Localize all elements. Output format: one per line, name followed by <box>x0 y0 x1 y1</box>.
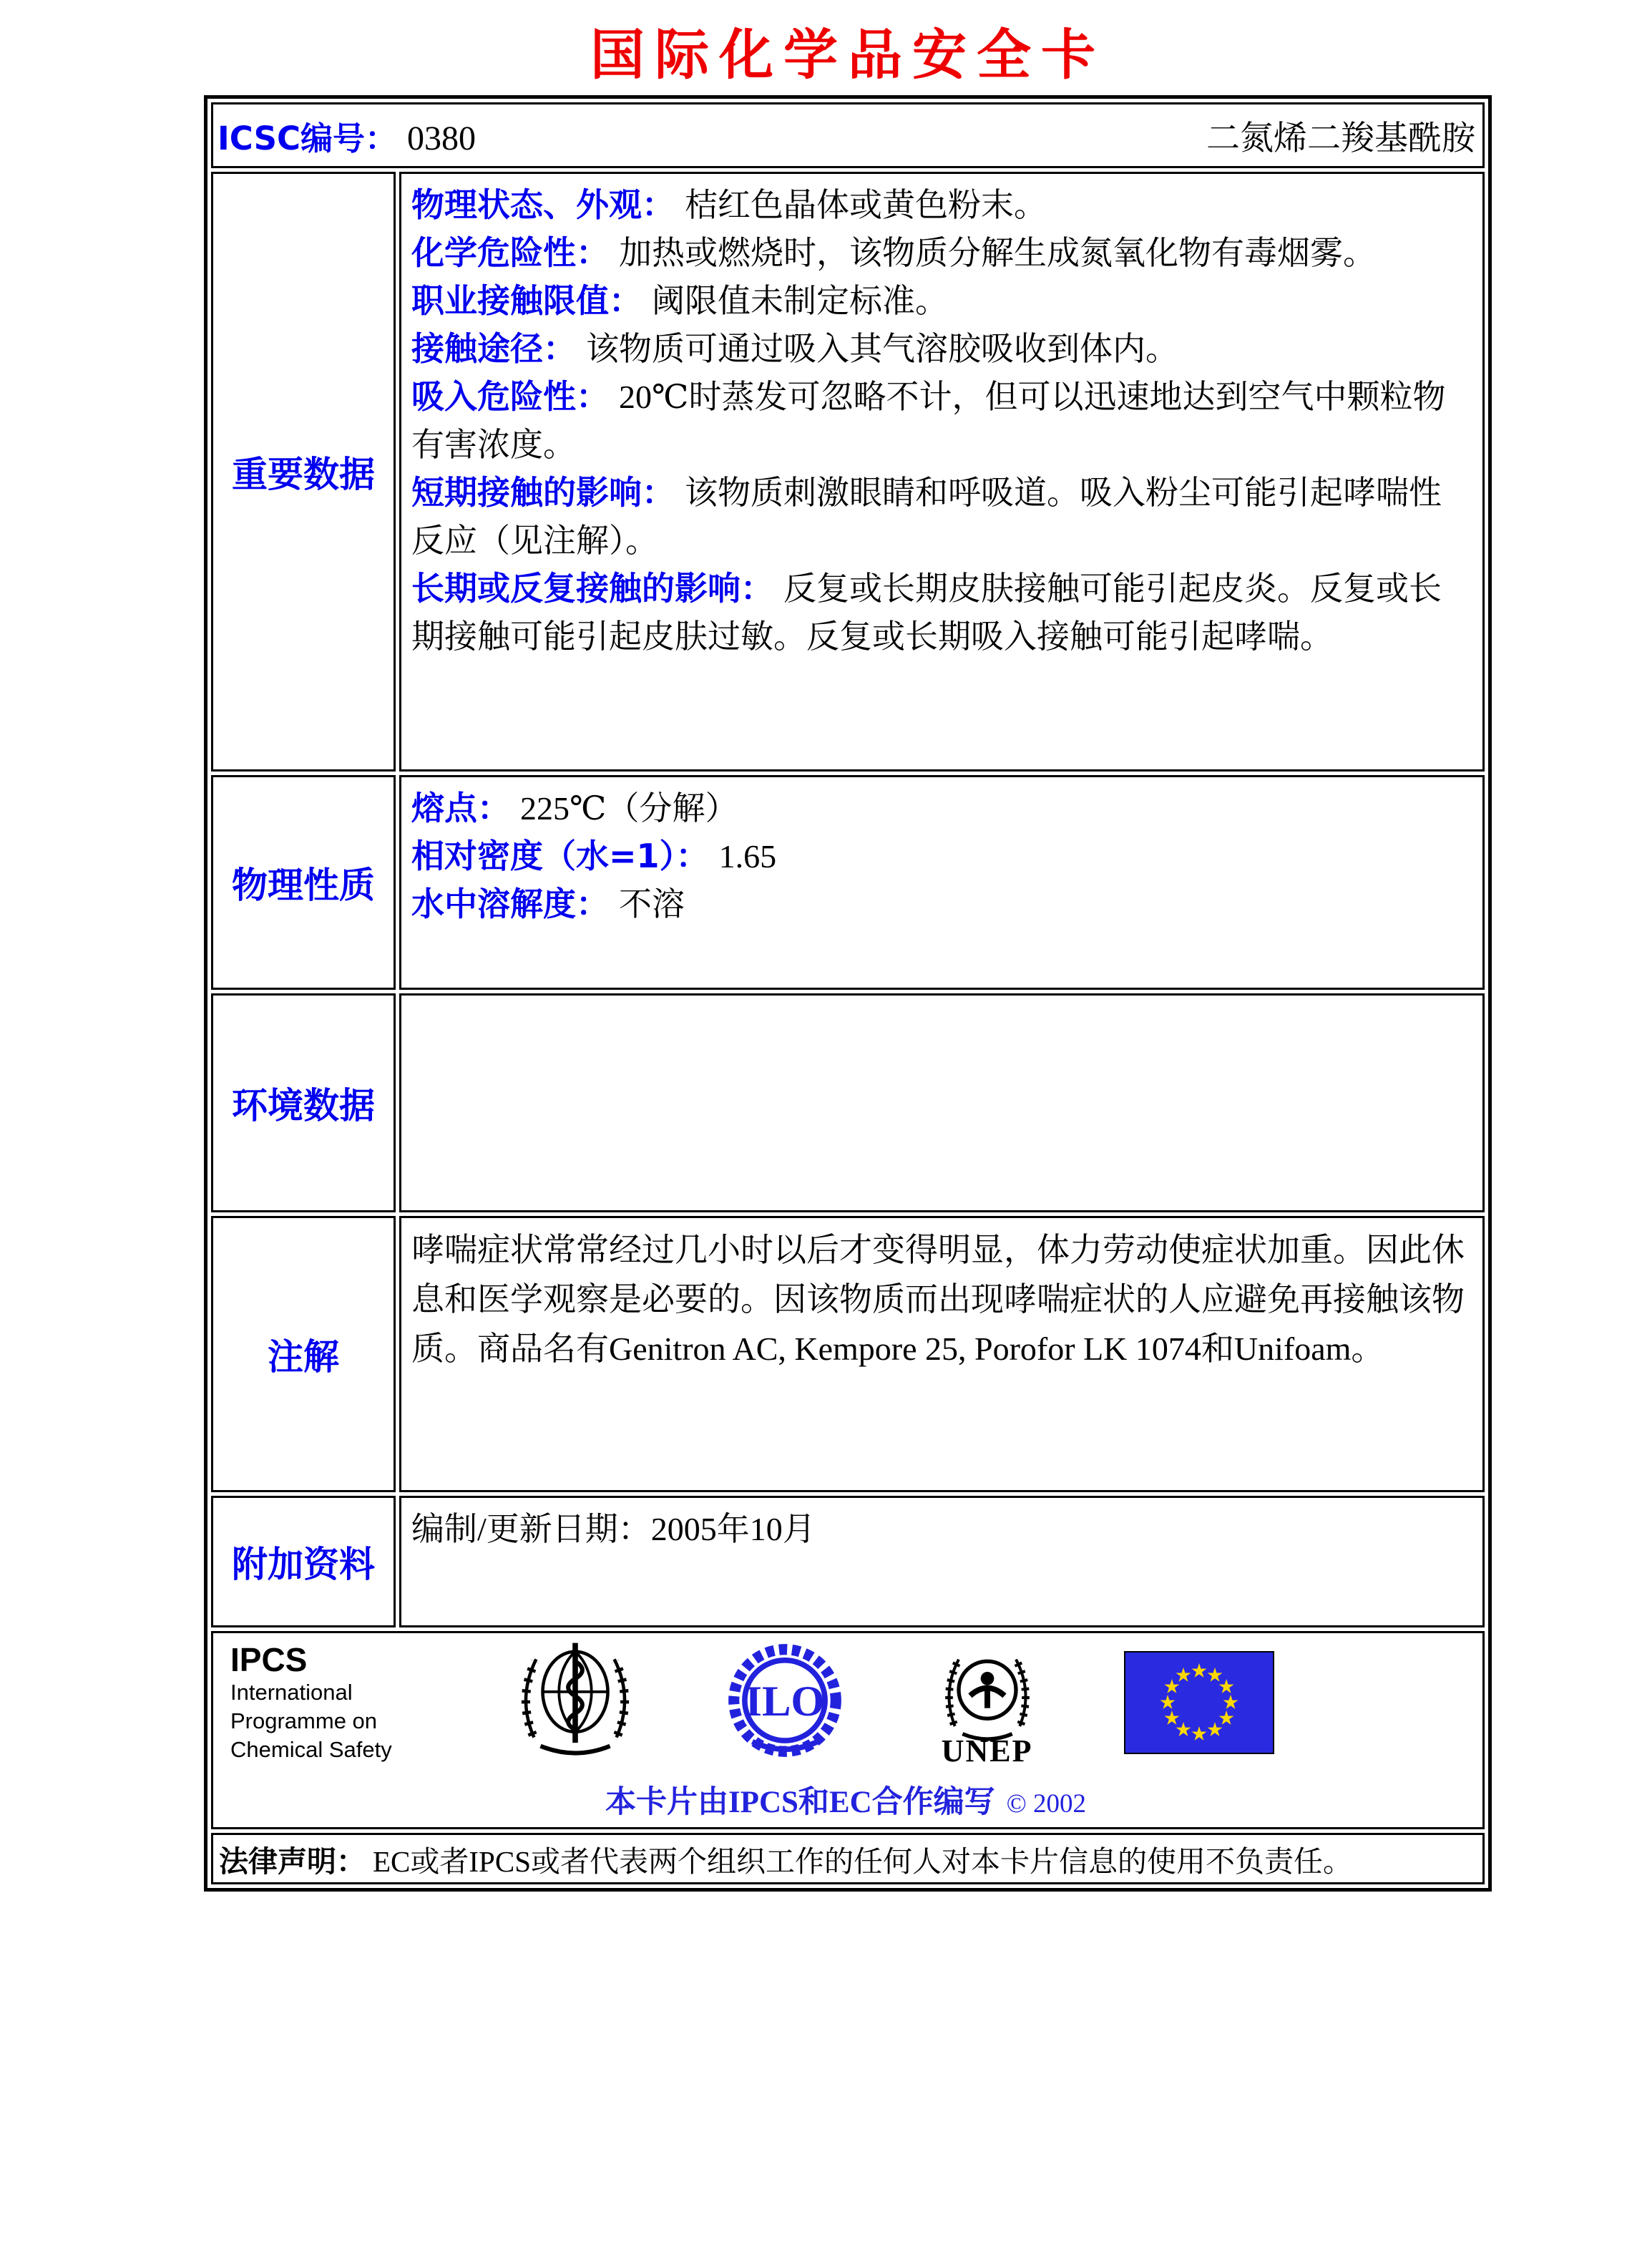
icsc-number-group <box>218 112 476 159</box>
field-short-term-effect <box>411 469 1471 565</box>
field-value: 2005年10月 <box>650 1511 816 1547</box>
unep-logo <box>930 1638 1045 1767</box>
who-logo <box>510 1637 640 1768</box>
field-label: 化学危险性： <box>411 233 609 272</box>
field-label: 吸入危险性： <box>411 377 609 416</box>
icsc-number-value: 0380 <box>407 119 477 157</box>
field-value: 该物质刺激眼睛和呼吸道。吸入粉尘可能引起哮喘性反应（见注解）。 <box>411 474 1442 559</box>
notes-content-cell <box>399 1216 1485 1492</box>
legal-text: EC或者IPCS或者代表两个组织工作的任何人对本卡片信息的使用不负责任。 <box>373 1844 1352 1878</box>
field-value: 桔红色晶体或黄色粉末。 <box>685 187 1047 223</box>
who-icon <box>510 1637 640 1768</box>
field-update-date <box>411 1505 1471 1553</box>
icsc-card-table <box>204 95 1492 1892</box>
eu-flag <box>1124 1651 1274 1754</box>
chemical-name: 二氮烯二羧基酰胺 <box>1206 120 1475 157</box>
logos-row <box>211 1631 1485 1829</box>
field-label: 短期接触的影响： <box>411 473 675 512</box>
field-inhalation-risk <box>411 373 1471 469</box>
ilo-text: ILO <box>745 1678 825 1726</box>
notes-side-label: 注解 <box>268 1336 339 1378</box>
notes-row <box>211 1216 1485 1492</box>
additional-info-side-cell <box>211 1496 396 1627</box>
field-value: 20℃时蒸发可忽略不计，但可以迅速地达到空气中颗粒物有害浓度。 <box>411 379 1446 463</box>
logos-cell <box>211 1631 1485 1829</box>
logos-flex <box>230 1637 1461 1768</box>
cooperation-caption: 本卡片由IPCS和EC合作编写 <box>605 1786 995 1819</box>
unep-text: UNEP <box>941 1733 1033 1768</box>
field-water-solubility <box>411 880 1471 928</box>
legal-row <box>211 1833 1485 1884</box>
field-chemical-danger <box>411 229 1471 277</box>
physical-properties-row <box>211 775 1485 990</box>
field-label: 接触途径： <box>411 329 576 368</box>
additional-info-row <box>211 1496 1485 1627</box>
header-cell <box>211 102 1485 168</box>
additional-info-side-label: 附加资料 <box>232 1544 375 1585</box>
header-row <box>211 102 1485 168</box>
field-value: 该物质可通过吸入其气溶胶吸收到体内。 <box>586 331 1178 367</box>
important-data-side-label: 重要数据 <box>232 454 375 495</box>
field-relative-density <box>411 832 1471 880</box>
ipcs-line-3: Chemical Safety <box>230 1737 392 1762</box>
eu-flag-icon <box>1124 1651 1274 1754</box>
field-exposure-route <box>411 325 1471 373</box>
field-value: 加热或燃烧时，该物质分解生成氮氧化物有毒烟雾。 <box>619 235 1376 271</box>
important-data-content-cell <box>399 172 1485 772</box>
legal-line <box>219 1838 1475 1880</box>
caption-row <box>230 1778 1461 1821</box>
field-value: 阈限值未制定标准。 <box>652 283 948 319</box>
field-melting-point <box>411 784 1471 832</box>
field-label: 职业接触限值： <box>411 281 642 320</box>
field-label: 物理状态、外观： <box>411 185 675 224</box>
field-physical-state <box>411 181 1471 229</box>
additional-info-content-cell <box>399 1496 1485 1627</box>
field-value: 反复或长期皮肤接触可能引起皮炎。反复或长期接触可能引起皮肤过敏。反复或长期吸入接触可能引起哮喘。 <box>411 570 1442 655</box>
ipcs-line-1: International <box>230 1680 353 1705</box>
icsc-number-label: ICSC编号： <box>218 119 398 157</box>
field-label: 长期或反复接触的影响： <box>411 569 773 608</box>
field-label: 编制/更新日期： <box>411 1511 651 1547</box>
field-value: 1.65 <box>718 838 777 875</box>
physical-properties-side-label: 物理性质 <box>232 865 375 906</box>
ipcs-text-block <box>230 1641 431 1764</box>
ilo-icon <box>720 1637 850 1768</box>
notes-paragraph: 哮喘症状常常经过几小时以后才变得明显，体力劳动使症状加重。因此休息和医学观察是必要的。因该物质而出现哮喘症状的人应避免再接触该物质。商品名有Genitron AC, Kempore 25, Porofor LK 1074和Unifoam。 <box>411 1232 1465 1367</box>
unep-icon <box>930 1638 1045 1746</box>
field-label: 熔点： <box>411 789 510 827</box>
ipcs-acronym: IPCS <box>230 1641 308 1678</box>
field-label: 相对密度（水=1）： <box>411 837 709 875</box>
important-data-side-cell <box>211 172 396 772</box>
header-flex <box>218 112 1475 160</box>
field-value: 不溶 <box>619 886 685 923</box>
environmental-data-content-cell <box>399 993 1485 1212</box>
notes-side-cell <box>211 1216 396 1492</box>
environmental-data-side-cell <box>211 993 396 1212</box>
environmental-data-side-label: 环境数据 <box>232 1085 375 1126</box>
physical-properties-side-cell <box>211 775 396 990</box>
field-occupational-limit <box>411 277 1471 325</box>
logos-spacer <box>1354 1699 1461 1706</box>
ilo-logo <box>720 1637 850 1768</box>
physical-properties-content-cell <box>399 775 1485 990</box>
field-value: 225℃（分解） <box>520 790 738 827</box>
legal-cell <box>211 1833 1485 1884</box>
field-long-term-effect <box>411 565 1471 661</box>
ipcs-line-2: Programme on <box>230 1708 378 1733</box>
important-data-row <box>211 172 1485 772</box>
copyright-text: © 2002 <box>1006 1789 1087 1819</box>
environmental-data-row <box>211 993 1485 1212</box>
page-title: 国际化学品安全卡 <box>590 23 1105 87</box>
legal-label: 法律声明： <box>219 1844 366 1879</box>
field-label: 水中溶解度： <box>411 885 609 923</box>
